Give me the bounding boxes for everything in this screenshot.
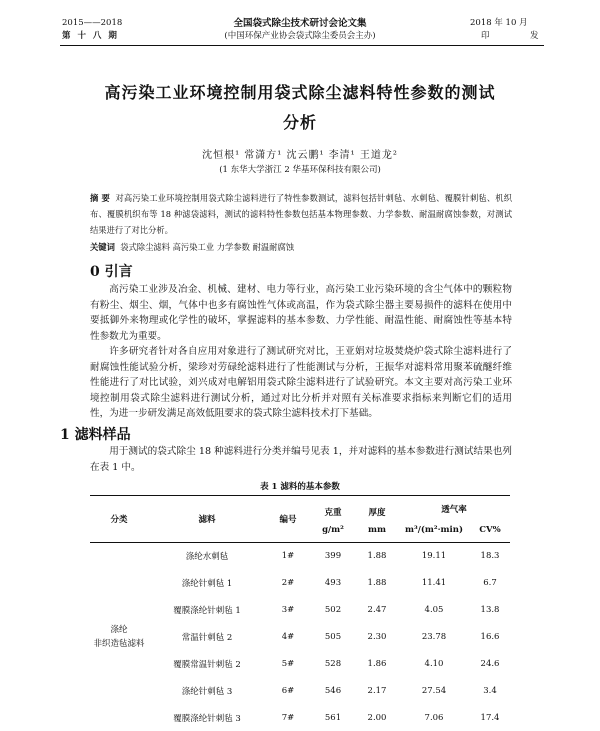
publish-date: 2018 年 10 月 bbox=[470, 18, 528, 28]
header-permeability: 透气率 bbox=[441, 505, 467, 515]
cell-number: 2# bbox=[281, 577, 295, 588]
paper-title-line1: 高污染工业环境控制用袋式除尘滤料特性参数的测试 bbox=[104, 83, 496, 102]
abstract bbox=[90, 190, 512, 238]
cell-material: 涤纶针刺毡 1 bbox=[181, 578, 233, 589]
cell-perm: 7.06 bbox=[424, 712, 444, 723]
table-row bbox=[90, 623, 510, 650]
header-weight: 克重 bbox=[324, 508, 342, 518]
category-cell bbox=[90, 542, 148, 731]
header-weight-unit: g/m² bbox=[322, 524, 344, 535]
table-row bbox=[90, 596, 510, 623]
journal-organizer: (中国环保产业协会袋式除尘委员会主办) bbox=[224, 31, 376, 41]
header-perm-unit: m³/(m²·min) bbox=[405, 524, 463, 535]
journal-year-range: 2015——2018 bbox=[62, 18, 123, 28]
cell-thickness: 2.47 bbox=[367, 604, 387, 615]
cell-number: 6# bbox=[281, 685, 295, 696]
cell-cv: 6.7 bbox=[483, 577, 497, 588]
cell-weight: 502 bbox=[324, 604, 342, 615]
cell-thickness: 2.17 bbox=[367, 685, 387, 696]
header-number: 编号 bbox=[266, 496, 310, 543]
cell-thickness: 1.88 bbox=[367, 577, 387, 588]
cell-cv: 24.6 bbox=[480, 658, 500, 669]
cell-perm: 23.78 bbox=[421, 631, 447, 642]
abstract-text: 对高污染工业环境控制用袋式除尘滤料进行了特性参数测试，滤料包括针刺毡、水刺毡、覆膜针刺毡、机织布、覆膜机织布等 18 种滤袋滤料，测试的滤料特性参数包括基本物理参数、力学参数、耐温耐腐蚀参数，对测试结果进行了对比分析。 bbox=[90, 193, 512, 235]
cell-number: 3# bbox=[281, 604, 295, 615]
filter-parameters-table bbox=[90, 495, 510, 731]
cell-cv: 13.8 bbox=[480, 604, 500, 615]
cell-cv: 3.4 bbox=[483, 685, 497, 696]
cell-material: 涤纶水刺毡 bbox=[185, 551, 229, 562]
cell-material: 覆膜常温针刺毡 2 bbox=[173, 659, 241, 670]
cell-material: 覆膜涤纶针刺毡 3 bbox=[173, 713, 241, 724]
header-material: 滤料 bbox=[148, 496, 266, 543]
table-caption: 表 1 滤料的基本参数 bbox=[260, 482, 340, 492]
table-row bbox=[90, 569, 510, 596]
cell-material: 覆膜涤纶针刺毡 1 bbox=[173, 605, 241, 616]
section-0-title: 0 引言 bbox=[90, 264, 133, 280]
cell-weight: 561 bbox=[324, 712, 342, 723]
cell-weight: 493 bbox=[324, 577, 342, 588]
abstract-label: 摘 要 bbox=[90, 193, 110, 203]
cell-cv: 17.4 bbox=[480, 712, 500, 723]
section-0-para-1: 高污染工业涉及冶金、机械、建材、电力等行业，高污染工业污染环境的含尘气体中的颗粒物有粉尘、烟尘、烟，气体中也多有腐蚀性气体或高温，作为袋式除尘器主要易损件的滤料在使用中要抵御外来物理或化学性的破坏，掌握滤料的基本参数、力学性能、耐温性能、耐腐蚀性等基本特性参数尤为重要。 bbox=[90, 284, 512, 342]
section-0-para-2: 许多研究者针对各自应用对象进行了测试研究对比，王亚娟对垃圾焚烧炉袋式除尘滤料进行了耐腐蚀性能试验分析，梁珍对劳碌纶滤料进行了性能测试与分析，王振华对滤料常用聚苯硫醚纤维性能进行了对比试验，刘兴成对电解铝用袋式除尘滤料进行了试验研究。本文主要对高污染工业环境控制用袋式除尘滤料进行测试分析，通过对比分析并对照有关标准要求指标来判断它们的适用性，为进一步研发满足高效低阻要求的袋式除尘滤料技术打下基础。 bbox=[90, 346, 512, 419]
cell-perm: 11.41 bbox=[421, 577, 447, 588]
cell-cv: 18.3 bbox=[480, 550, 500, 561]
cell-thickness: 1.86 bbox=[367, 658, 387, 669]
section-1-para-1: 用于测试的袋式除尘 18 种滤料进行分类并编号见表 1，并对滤料的基本参数进行测试结果也列在表 1 中。 bbox=[90, 446, 512, 473]
table-row bbox=[90, 677, 510, 704]
cell-perm: 27.54 bbox=[421, 685, 447, 696]
cell-weight: 505 bbox=[324, 631, 342, 642]
table-row bbox=[90, 650, 510, 677]
cell-number: 5# bbox=[281, 658, 295, 669]
header-rule bbox=[60, 45, 544, 46]
cell-thickness: 2.00 bbox=[367, 712, 387, 723]
cell-material: 常温针刺毡 2 bbox=[181, 632, 233, 643]
keywords-text: 袋式除尘滤料 高污染工业 力学参数 耐温耐腐蚀 bbox=[120, 242, 295, 252]
cell-number: 7# bbox=[281, 712, 295, 723]
cell-cv: 16.6 bbox=[480, 631, 500, 642]
cell-number: 4# bbox=[281, 631, 295, 642]
table-body bbox=[90, 542, 510, 731]
print-label-2: 发 bbox=[530, 31, 539, 41]
table-row bbox=[90, 542, 510, 569]
cell-perm: 4.05 bbox=[424, 604, 444, 615]
table-row bbox=[90, 704, 510, 731]
print-label-1: 印 bbox=[481, 31, 490, 41]
cell-weight: 546 bbox=[324, 685, 342, 696]
authors: 沈恒根¹ 常潇方¹ 沈云鹏¹ 李清¹ 王道龙² bbox=[202, 150, 398, 161]
header-thickness-unit: mm bbox=[368, 524, 386, 535]
keywords-label: 关键词 bbox=[90, 242, 115, 252]
paper-title-line2: 分析 bbox=[282, 113, 317, 132]
cell-number: 1# bbox=[281, 550, 295, 561]
header-thickness: 厚度 bbox=[368, 508, 386, 518]
cell-perm: 4.10 bbox=[424, 658, 444, 669]
cell-weight: 399 bbox=[324, 550, 342, 561]
section-1-title: 1 滤料样品 bbox=[60, 427, 131, 443]
cell-material: 涤纶针刺毡 3 bbox=[181, 686, 233, 697]
header-cv: CV% bbox=[479, 524, 501, 535]
header-category: 分类 bbox=[90, 496, 148, 543]
keywords bbox=[90, 239, 512, 255]
journal-title: 全国袋式除尘技术研讨会论文集 bbox=[233, 18, 367, 29]
category-line2: 非织造毡滤料 bbox=[93, 638, 145, 649]
affiliation: (1 东华大学浙江 2 华基环保科技有限公司) bbox=[219, 165, 381, 175]
cell-perm: 19.11 bbox=[421, 550, 447, 561]
category-line1: 涤纶 bbox=[110, 624, 128, 635]
journal-issue: 第 十 八 期 bbox=[62, 31, 119, 41]
cell-weight: 528 bbox=[324, 658, 342, 669]
cell-thickness: 2.30 bbox=[367, 631, 387, 642]
cell-thickness: 1.88 bbox=[367, 550, 387, 561]
